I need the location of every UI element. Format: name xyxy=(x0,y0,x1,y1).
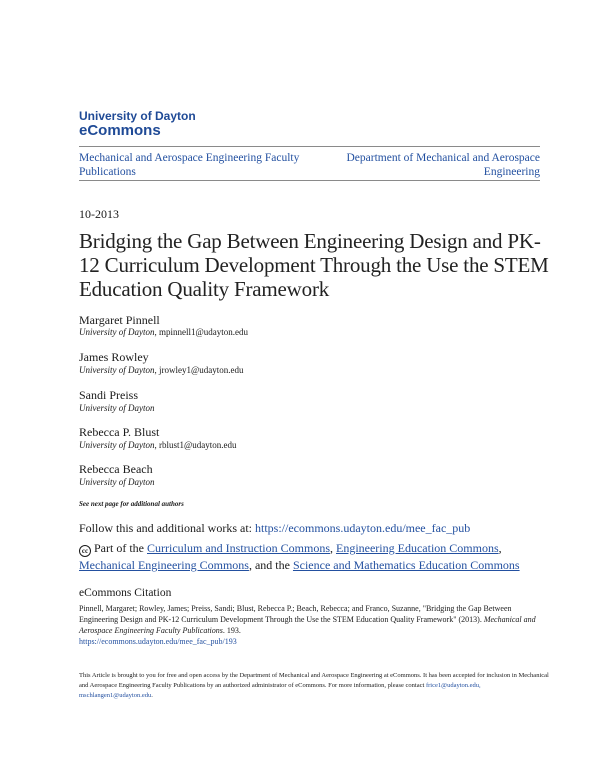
footer-end: . xyxy=(151,692,153,699)
author-name: James Rowley xyxy=(79,350,149,364)
commons-link-mechanical-engineering[interactable]: Mechanical Engineering Commons xyxy=(79,558,249,572)
author-email: , mpinnell1@udayton.edu xyxy=(154,327,249,337)
author-email: , jrowley1@udayton.edu xyxy=(154,365,244,375)
access-footer xyxy=(79,671,549,701)
author-name: Rebecca P. Blust xyxy=(79,425,160,439)
follow-text: Follow this and additional works at: xyxy=(79,521,255,535)
author-name: Margaret Pinnell xyxy=(79,313,160,327)
citation-url-link[interactable]: https://ecommons.udayton.edu/mee_fac_pub/193 xyxy=(79,637,237,646)
author-affiliation xyxy=(79,365,244,375)
header-divider xyxy=(79,146,540,147)
separator: , and the xyxy=(248,558,293,572)
author-email: , rblust1@udayton.edu xyxy=(154,440,237,450)
see-next-page-note: See next page for additional authors xyxy=(79,500,184,508)
citation-body xyxy=(79,603,549,647)
series-link-faculty-publications[interactable]: Mechanical and Aerospace Engineering Faculty Publications xyxy=(79,152,300,178)
citation-journal: Mechanical and Aerospace Engineering Faculty Publications xyxy=(79,615,536,635)
cc-icon: cc xyxy=(79,545,91,557)
footer-text: This Article is brought to you for free and open access by the Department of Mechanical and Aerospace Engineering at eCommons. It has been accepted for inclusion in Mechanical and Aerospace Engineering Faculty Publications by an authorized administrator of eCommons. For more information, please contact xyxy=(79,672,549,689)
author-affiliation xyxy=(79,403,155,413)
follow-line xyxy=(79,521,470,536)
series-divider xyxy=(79,180,540,181)
contact-email-link[interactable]: frice1@udayton.edu, mschlangen1@udayton.edu xyxy=(79,682,481,699)
affiliation-institution: University of Dayton xyxy=(79,365,155,375)
article-title: Bridging the Gap Between Engineering Design and PK-12 Curriculum Development Through the Use the STEM Education Quality Framework xyxy=(79,229,549,301)
citation-journal-suffix: . 193. xyxy=(222,626,241,635)
author-affiliation xyxy=(79,327,248,337)
collection-url-link[interactable]: https://ecommons.udayton.edu/mee_fac_pub xyxy=(255,521,471,535)
affiliation-institution: University of Dayton xyxy=(79,327,155,337)
series-link-department[interactable]: Department of Mechanical and Aerospace Engineering xyxy=(346,152,540,178)
part-of-commons xyxy=(79,540,549,573)
author-affiliation xyxy=(79,477,155,487)
repository-name[interactable]: eCommons xyxy=(79,122,161,139)
separator: , xyxy=(329,541,336,555)
author-name: Sandi Preiss xyxy=(79,388,139,402)
commons-link-engineering-education[interactable]: Engineering Education Commons xyxy=(335,541,499,555)
author-affiliation xyxy=(79,440,237,450)
citation-text: Pinnell, Margaret; Rowley, James; Preiss, Sandi; Blust, Rebecca P.; Beach, Rebecca; and Franco, Suzanne, "Bridging the Gap Between Engineering Design and PK-12 Curriculum Development Through the Use the STEM Education Quality Framework" (2013). xyxy=(79,604,512,624)
commons-link-science-math-education[interactable]: Science and Mathematics Education Commons xyxy=(292,558,520,572)
separator: , xyxy=(498,541,502,555)
part-of-prefix: Part of the xyxy=(94,541,147,555)
commons-link-curriculum[interactable]: Curriculum and Instruction Commons xyxy=(147,541,330,555)
affiliation-institution: University of Dayton xyxy=(79,403,155,413)
affiliation-institution: University of Dayton xyxy=(79,477,155,487)
institution-name: University of Dayton xyxy=(79,109,196,123)
author-name: Rebecca Beach xyxy=(79,462,153,476)
publication-date: 10-2013 xyxy=(79,207,119,221)
citation-heading: eCommons Citation xyxy=(79,587,172,599)
affiliation-institution: University of Dayton xyxy=(79,440,155,450)
